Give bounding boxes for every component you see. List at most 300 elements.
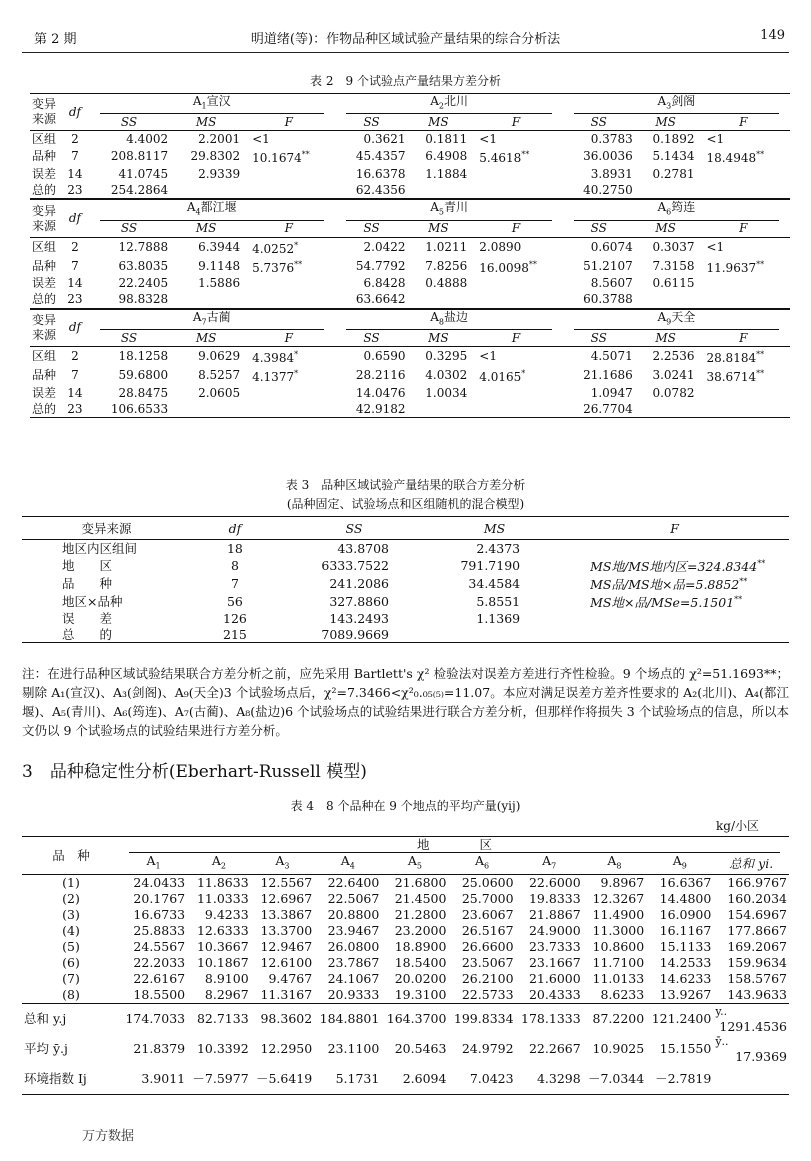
- stat-header: F: [284, 221, 293, 236]
- value-cell: 62.4356: [355, 182, 406, 197]
- table-row: [30, 366, 790, 385]
- summary-cell: 121.2400: [646, 1003, 713, 1034]
- source-cell: 地 区: [62, 557, 113, 573]
- value-cell: 154.6967: [727, 907, 787, 922]
- site-header: [88, 199, 336, 220]
- ss-cell: 7089.9669: [279, 626, 429, 643]
- value-cell: [469, 166, 562, 182]
- source-cell: 地区内区组间: [62, 540, 138, 556]
- table3-note: 注：在进行品种区域试验结果联合方差分析之前，应先采用 Bartlett's χ² 检验法对误差方差进行齐性检验。9 个场点的 χ²=51.1693**；剔除 A₁(宣汉)、A₃(剑阁)、A₉(天全)3 个试验场点后，χ²=7.3466<χ²₀.₀₅₍₅₎=11.07。本应对满足误差方差齐性要求的 A₂(北川)、A₄(都江堰)、A₅(青川)、A₆(筠连)、A₇(古蔺)、A₈(盐边)6 个试验场点的试验结果进行联合方差分析，但那样作将损失 3 个试验场点的信息，所以本文仍以 9 个试验场点的试验结果进行方差分析。: [22, 666, 789, 738]
- site-header: [563, 309, 790, 330]
- ss-cell: 43.8708: [337, 540, 390, 556]
- source-cell: 区组: [30, 237, 62, 257]
- table-row: [30, 147, 790, 166]
- value-cell: [170, 292, 242, 309]
- table-row: [22, 626, 789, 643]
- variety-header: 品 种: [22, 837, 120, 875]
- table3-caption: 表 3 品种区域试验产量结果的联合方差分析: [285, 478, 526, 492]
- stat-header: SS: [120, 114, 138, 129]
- site-header: [336, 199, 563, 220]
- value-cell: [242, 166, 335, 182]
- value-cell: 11.4900: [592, 907, 645, 922]
- value-cell: 23.7333: [528, 939, 581, 954]
- site-col-header: $A_9$: [672, 853, 687, 871]
- value-cell: 0.3621: [336, 131, 408, 148]
- value-cell: [696, 166, 790, 182]
- value-cell: 16.0900: [659, 907, 712, 922]
- variety-cell: (4): [62, 923, 80, 938]
- value-cell: 15.1133: [659, 939, 712, 954]
- value-cell: 0.2781: [652, 166, 695, 181]
- value-cell: 1.0211: [408, 237, 470, 257]
- value-cell: 23.5067: [461, 955, 514, 970]
- value-cell: 166.9767: [713, 874, 789, 891]
- df-cell: 56: [226, 593, 243, 609]
- value-cell: 26.0800: [327, 939, 380, 954]
- site-name: $A_1$宣汉: [100, 94, 324, 114]
- value-cell: 21.4500: [394, 891, 447, 906]
- value-cell: [635, 182, 697, 199]
- variety-cell: (3): [62, 907, 80, 922]
- value-cell: 25.8833: [133, 923, 186, 938]
- source-cell: 总 的: [22, 626, 191, 643]
- issue-number: 第 2 期: [34, 32, 77, 47]
- source-cell: 品种: [32, 149, 57, 164]
- table-row: [30, 347, 790, 367]
- summary-total: ȳ.. 17.9369: [715, 1034, 787, 1064]
- summary-cell: 21.8379: [133, 1041, 186, 1056]
- summary-cell: －2.7819: [646, 1064, 713, 1095]
- value-cell: 12.5567: [251, 874, 315, 891]
- value-cell: [635, 292, 697, 309]
- value-cell: 22.2033: [133, 955, 186, 970]
- value-cell: 11.0333: [196, 891, 249, 906]
- value-cell: [469, 385, 562, 401]
- value-cell: 7.3158: [652, 258, 695, 273]
- table-row: [22, 987, 789, 1004]
- source-cell: 总的: [32, 292, 57, 307]
- value-cell: 16.6733: [133, 907, 186, 922]
- ms-cell: 5.8551: [476, 593, 521, 609]
- column-header: 变异来源: [22, 517, 191, 540]
- summary-label: 环境指数 Ij: [22, 1064, 120, 1095]
- stat-header: SS: [363, 114, 380, 129]
- value-cell: 29.8302: [190, 149, 241, 164]
- value-cell: 2.9339: [198, 166, 241, 181]
- value-cell: 11.7100: [592, 955, 645, 970]
- df-label: df: [68, 104, 81, 119]
- source-cell: 误差: [32, 166, 57, 181]
- value-cell: 2.0422: [336, 237, 408, 257]
- site-name: $A_9$天全: [574, 310, 779, 330]
- summary-cell: 5.1731: [314, 1064, 381, 1095]
- value-cell: 18.8900: [394, 939, 447, 954]
- value-cell: 12.3267: [592, 891, 645, 906]
- value-cell: 21.6000: [528, 971, 581, 986]
- value-cell: 22.2405: [118, 276, 169, 291]
- summary-cell: 12.2950: [260, 1041, 313, 1056]
- ms-cell: 2.4373: [476, 540, 521, 556]
- source-cell: 品种: [32, 258, 57, 273]
- value-cell: 4.0165*: [479, 369, 526, 385]
- running-header: [22, 28, 789, 48]
- table4-unit: kg/小区: [716, 819, 759, 833]
- df-cell: 14: [67, 166, 83, 181]
- value-cell: 22.6000: [516, 874, 583, 891]
- table-row: [30, 182, 790, 199]
- summary-cell: 22.2667: [528, 1041, 581, 1056]
- ss-cell: 6333.7522: [321, 557, 390, 573]
- value-cell: 2.0890: [469, 237, 562, 257]
- value-cell: 23.6067: [461, 907, 514, 922]
- value-cell: 159.9634: [727, 955, 787, 970]
- ss-cell: 327.8860: [329, 593, 390, 609]
- site-header: [88, 309, 336, 330]
- table2-caption: 表 2 9 个试验点产量结果方差分析: [310, 74, 501, 88]
- value-cell: 20.1767: [133, 891, 186, 906]
- value-cell: 16.1167: [659, 923, 712, 938]
- source-label: 变异 来源: [32, 203, 57, 233]
- value-cell: 60.3788: [583, 292, 633, 307]
- f-cell: [560, 540, 789, 557]
- source-cell: 误差: [32, 385, 57, 400]
- value-cell: [469, 182, 562, 199]
- source-cell: 区组: [30, 347, 62, 367]
- value-cell: 0.6590: [336, 347, 408, 367]
- value-cell: 9.4233: [204, 907, 249, 922]
- ms-cell: 1.1369: [476, 610, 521, 626]
- value-cell: 9.4767: [268, 971, 313, 986]
- value-cell: 23.1667: [528, 955, 581, 970]
- stat-header: F: [284, 114, 293, 129]
- value-cell: 28.8475: [118, 385, 169, 400]
- value-cell: 8.6233: [600, 987, 645, 1002]
- value-cell: 20.0200: [394, 971, 447, 986]
- stat-header: MS: [655, 330, 676, 345]
- column-header: SS: [279, 517, 429, 540]
- value-cell: [408, 401, 470, 418]
- variety-cell: (7): [62, 971, 80, 986]
- value-cell: 14.4800: [659, 891, 712, 906]
- value-cell: 21.2800: [394, 907, 447, 922]
- value-cell: [242, 276, 335, 292]
- value-cell: 1.1884: [425, 166, 468, 181]
- summary-cell: －5.6419: [251, 1064, 315, 1095]
- value-cell: 13.9267: [659, 987, 712, 1002]
- df-cell: 126: [223, 610, 247, 626]
- summary-total: [713, 1064, 789, 1095]
- site-header: [336, 309, 563, 330]
- site-header: [88, 94, 336, 115]
- summary-cell: 4.3298: [516, 1064, 583, 1095]
- value-cell: 5.4618**: [479, 150, 530, 166]
- value-cell: 20.4333: [528, 987, 581, 1002]
- value-cell: 21.8867: [528, 907, 581, 922]
- value-cell: 254.2864: [110, 182, 169, 197]
- site-col-header: $A_6$: [474, 853, 490, 871]
- site-col-header: $A_7$: [542, 853, 557, 871]
- value-cell: 38.6714**: [706, 369, 765, 385]
- value-cell: 8.5607: [590, 276, 633, 291]
- value-cell: 54.7792: [355, 258, 406, 273]
- value-cell: 26.2100: [461, 971, 514, 986]
- source-label: 变异 来源: [32, 312, 57, 342]
- column-header: df: [191, 517, 279, 540]
- table-row: [30, 401, 790, 418]
- df-cell: 2: [62, 347, 88, 367]
- source-cell: 品 种: [62, 575, 113, 591]
- value-cell: 16.0098**: [479, 259, 537, 275]
- site-header: [336, 94, 563, 115]
- value-cell: 9.1148: [198, 258, 241, 273]
- value-cell: 45.4357: [355, 149, 406, 164]
- value-cell: 22.5067: [327, 891, 380, 906]
- value-cell: 106.6533: [88, 401, 170, 418]
- value-cell: <1: [469, 131, 562, 148]
- source-cell: 地区×品种: [62, 593, 123, 609]
- stat-header: SS: [363, 330, 380, 345]
- ms-cell: [429, 626, 560, 643]
- variety-cell: (5): [62, 939, 80, 954]
- value-cell: 4.0252*: [242, 237, 335, 257]
- value-cell: 1.0034: [425, 385, 468, 400]
- table-row: [22, 955, 789, 971]
- f-cell: MS品/MS地×品=5.8852**: [590, 577, 748, 593]
- source-cell: 区组: [30, 131, 62, 148]
- summary-label: 平均 ȳ.j: [24, 1041, 68, 1056]
- value-cell: 6.3944: [170, 237, 242, 257]
- table-row: [22, 1034, 789, 1064]
- value-cell: 24.1067: [327, 971, 380, 986]
- df-cell: 23: [62, 401, 88, 418]
- summary-cell: 2.6094: [381, 1064, 448, 1095]
- value-cell: [408, 292, 470, 309]
- summary-cell: 98.3602: [251, 1003, 315, 1034]
- value-cell: 4.4002: [88, 131, 170, 148]
- value-cell: 14.6233: [659, 971, 712, 986]
- value-cell: 16.6367: [646, 874, 713, 891]
- df-cell: 23: [67, 182, 83, 197]
- value-cell: 63.8035: [118, 258, 169, 273]
- table-row: [22, 574, 789, 592]
- stat-header: SS: [363, 221, 380, 236]
- df-cell: 8: [230, 557, 239, 573]
- value-cell: 9.0629: [170, 347, 242, 367]
- value-cell: [696, 182, 790, 199]
- value-cell: 22.6167: [133, 971, 186, 986]
- value-cell: 6.4908: [425, 149, 468, 164]
- summary-cell: 10.9025: [592, 1041, 645, 1056]
- value-cell: 0.1892: [635, 131, 697, 148]
- total-col-header: 总和 yi.: [729, 855, 774, 871]
- site-name: $A_8$盐边: [346, 310, 551, 330]
- df-cell: 215: [191, 626, 279, 643]
- site-header: [563, 94, 790, 115]
- value-cell: [635, 401, 697, 418]
- table-row: [30, 276, 790, 292]
- value-cell: <1: [696, 131, 790, 148]
- summary-cell: 3.9011: [120, 1064, 187, 1095]
- table-row: [22, 907, 789, 923]
- value-cell: 11.8633: [187, 874, 251, 891]
- value-cell: 36.0036: [583, 149, 633, 164]
- summary-cell: －7.5977: [187, 1064, 251, 1095]
- value-cell: 143.9633: [727, 987, 787, 1002]
- value-cell: <1: [242, 131, 335, 148]
- summary-total: y.. 1291.4536: [715, 1004, 787, 1034]
- value-cell: 11.0133: [592, 971, 645, 986]
- df-cell: 7: [230, 575, 239, 591]
- summary-cell: 15.1550: [659, 1041, 712, 1056]
- column-header: F: [560, 517, 789, 540]
- site-name: $A_2$北川: [346, 94, 551, 114]
- value-cell: 59.6800: [118, 368, 169, 383]
- value-cell: 40.2750: [583, 182, 633, 197]
- value-cell: 1.5886: [198, 276, 241, 291]
- value-cell: <1: [696, 237, 790, 257]
- value-cell: 21.1686: [583, 368, 633, 383]
- value-cell: 8.5257: [198, 368, 241, 383]
- df-cell: 2: [62, 131, 88, 148]
- value-cell: 22.5733: [461, 987, 514, 1002]
- value-cell: [469, 276, 562, 292]
- region-header: 地 区: [120, 837, 789, 854]
- value-cell: 0.6074: [563, 237, 635, 257]
- summary-cell: 10.3392: [196, 1041, 249, 1056]
- stat-header: SS: [590, 114, 607, 129]
- value-cell: 16.6378: [355, 166, 406, 181]
- source-cell: 误 差: [62, 610, 113, 626]
- value-cell: [696, 385, 790, 401]
- value-cell: 51.2107: [583, 258, 633, 273]
- value-cell: 13.3700: [260, 923, 313, 938]
- value-cell: 208.8117: [110, 149, 169, 164]
- table-row: [22, 923, 789, 939]
- df-cell: 7: [71, 258, 79, 273]
- table-row: [22, 1003, 789, 1034]
- stat-header: MS: [655, 114, 676, 129]
- source-cell: 总的: [32, 182, 57, 197]
- value-cell: 12.6100: [260, 955, 313, 970]
- stat-header: SS: [120, 221, 138, 236]
- value-cell: 28.2116: [355, 368, 406, 383]
- value-cell: 23.7867: [327, 955, 380, 970]
- value-cell: 10.1867: [196, 955, 249, 970]
- site-name: $A_7$古蔺: [100, 310, 324, 330]
- value-cell: 21.6800: [381, 874, 448, 891]
- value-cell: 11.3000: [592, 923, 645, 938]
- value-cell: 158.5767: [727, 971, 787, 986]
- value-cell: 26.6600: [461, 939, 514, 954]
- value-cell: 18.4948**: [706, 150, 765, 166]
- value-cell: 25.7000: [461, 891, 514, 906]
- stat-header: SS: [120, 330, 138, 345]
- source-label: 变异 来源: [32, 97, 57, 127]
- value-cell: 20.9333: [327, 987, 380, 1002]
- table-row: [22, 592, 789, 610]
- table-row: [22, 540, 789, 557]
- site-col-header: $A_2$: [211, 853, 226, 871]
- summary-cell: 178.1333: [516, 1003, 583, 1034]
- df-cell: 7: [71, 368, 79, 383]
- page-number: 149: [760, 28, 785, 43]
- column-header: MS: [429, 517, 560, 540]
- value-cell: [170, 182, 242, 199]
- source-cell: 品种: [32, 368, 57, 383]
- variety-cell: (1): [22, 874, 120, 891]
- value-cell: 18.5400: [394, 955, 447, 970]
- value-cell: 10.3667: [196, 939, 249, 954]
- value-cell: 1.0947: [590, 385, 633, 400]
- summary-cell: 23.1100: [327, 1041, 380, 1056]
- table-row: [30, 131, 790, 148]
- value-cell: [696, 292, 790, 309]
- value-cell: 0.6115: [652, 276, 695, 291]
- value-cell: 14.0476: [355, 385, 406, 400]
- df-cell: 7: [71, 149, 79, 164]
- value-cell: 41.0745: [118, 166, 169, 181]
- table-row: [30, 292, 790, 309]
- table-row: [22, 610, 789, 626]
- summary-cell: 184.8801: [314, 1003, 381, 1034]
- site-col-header: $A_4$: [340, 853, 355, 871]
- f-cell: [560, 610, 789, 626]
- site-name: $A_4$都江堰: [100, 200, 324, 220]
- stat-header: MS: [195, 114, 217, 129]
- section-heading: 3 品种稳定性分析(Eberhart-Russell 模型): [22, 762, 367, 782]
- stat-header: F: [739, 330, 748, 345]
- value-cell: 19.8333: [528, 891, 581, 906]
- value-cell: 3.0241: [652, 368, 695, 383]
- site-name: $A_3$剑阁: [574, 94, 779, 114]
- value-cell: 24.5567: [133, 939, 186, 954]
- table-row: [30, 257, 790, 276]
- ms-cell: 34.4584: [468, 575, 521, 591]
- value-cell: 24.0433: [120, 874, 187, 891]
- watermark: 万方数据: [82, 1129, 135, 1144]
- value-cell: 160.2034: [727, 891, 787, 906]
- value-cell: 3.8931: [590, 166, 633, 181]
- table-row: [22, 1064, 789, 1095]
- df-label: df: [68, 320, 81, 335]
- stat-header: MS: [428, 114, 449, 129]
- stat-header: F: [739, 221, 748, 236]
- f-cell: MS地×品/MSe=5.1501**: [590, 595, 743, 611]
- table4-caption: 表 4 8 个品种在 9 个地点的平均产量(yij): [290, 799, 521, 813]
- value-cell: 4.3984*: [242, 347, 335, 367]
- value-cell: 20.8800: [327, 907, 380, 922]
- stat-header: F: [511, 221, 521, 236]
- site-col-header: $A_3$: [275, 853, 290, 871]
- table-row: [30, 385, 790, 401]
- value-cell: 4.1377*: [252, 369, 299, 385]
- value-cell: [696, 276, 790, 292]
- value-cell: 18.1258: [88, 347, 170, 367]
- stat-header: F: [739, 114, 748, 129]
- value-cell: 24.9000: [528, 923, 581, 938]
- value-cell: 4.5071: [563, 347, 635, 367]
- stat-header: MS: [195, 330, 217, 345]
- value-cell: 42.9182: [336, 401, 408, 418]
- value-cell: 22.6400: [314, 874, 381, 891]
- value-cell: 6.8428: [363, 276, 406, 291]
- value-cell: 0.1811: [408, 131, 470, 148]
- variety-cell: (6): [62, 955, 80, 970]
- value-cell: 23.2000: [394, 923, 447, 938]
- site-col-header: $A_5$: [407, 853, 422, 871]
- df-cell: 14: [67, 276, 83, 291]
- value-cell: [242, 385, 335, 401]
